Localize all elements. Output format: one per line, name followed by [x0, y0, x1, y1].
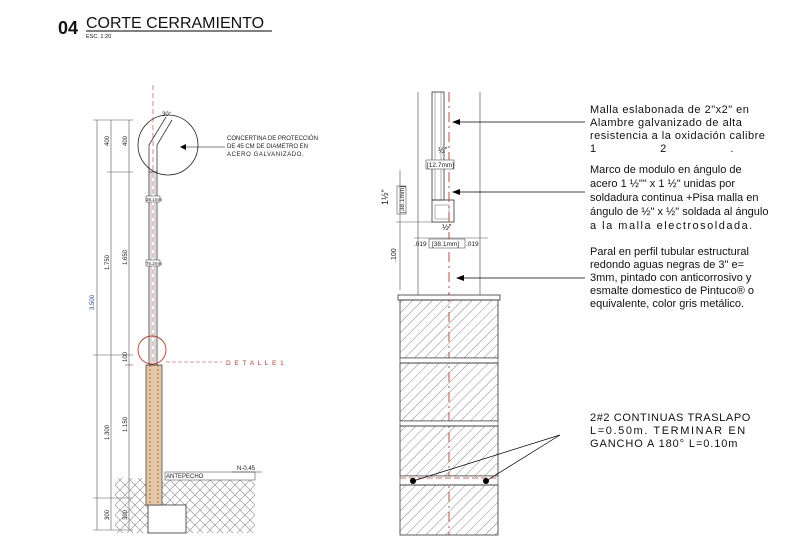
scale-label: ESC. 1:20: [86, 34, 112, 40]
total-height: 3.500: [90, 294, 96, 310]
note-post-line-3: 3mm, pintado con anticorrosivo y: [590, 272, 752, 284]
concertina-line-3: ACERO GALVANIZADO.: [227, 152, 305, 158]
dim-inner-2: 1.650: [123, 249, 129, 265]
note-frame: [590, 164, 768, 232]
note-post-line-1: Paral en perfil tubular estructural: [590, 246, 749, 258]
dim-12mm: [12.7mm]: [427, 162, 455, 169]
note-post-line-2: redondo aguas negras de 3" e=: [590, 259, 745, 271]
masonry-block-1: [400, 300, 498, 358]
note-post: [590, 246, 754, 310]
note-rebar-line-1: 2#2 CONTINUAS TRASLAPO: [590, 412, 751, 424]
note-frame-line-1: Marco de modulo en ángulo de: [590, 164, 742, 176]
note-frame-line-5: a la malla electrosoldada.: [590, 220, 754, 232]
dim-inner-3: 100: [123, 351, 129, 362]
dim-outer-3: 1.300: [105, 424, 111, 440]
dim-100: .100: [391, 248, 398, 262]
detail-circle: [138, 336, 166, 364]
note-mesh-line-3: resistencia a la oxidación calibre: [590, 130, 766, 142]
note-mesh: [590, 104, 765, 155]
concertina-line-2: DE 45 CM DE DIAMETRO EN: [227, 144, 309, 150]
dim-1-half: 1½": [380, 189, 390, 205]
note-mesh-line-4: 1 2 .: [590, 143, 734, 155]
masonry-block-2: [400, 363, 498, 421]
drawing-title: CORTE CERRAMIENTO: [86, 15, 265, 32]
dim-inner-4: 1.150: [123, 416, 129, 432]
note-frame-line-2: acero 1 ½"" x 1 ½" unidas por: [590, 178, 736, 190]
note-frame-line-3: soldadura continua +Pisa malla en: [590, 192, 759, 204]
right-detail: [380, 92, 585, 535]
dim-half-inch-2: ½": [442, 223, 452, 232]
concertina-circle: [138, 115, 198, 175]
dim-019-right: .019: [466, 241, 479, 248]
masonry-block-3: [400, 426, 498, 476]
detalle-label: D E T A L L E 1: [226, 360, 285, 367]
note-post-line-5: equivalente, color gris metálico.: [590, 298, 745, 310]
note-rebar-line-2: L=0.50m. TERMINAR EN: [590, 425, 747, 437]
post-label-2: 76.2mm: [146, 261, 163, 266]
dim-outer-2: 1.750: [105, 254, 111, 270]
note-rebar: [590, 412, 751, 450]
concertina-line-1: CONCERTINA DE PROTECCIÓN: [227, 136, 318, 142]
footing: [148, 505, 186, 533]
dim-38mm-vertical: [38.1mm]: [399, 185, 406, 213]
dim-38mm-horizontal: [38.1mm]: [432, 241, 460, 248]
level-label: N-0.45: [237, 466, 256, 472]
note-rebar-line-3: GANCHO A 180° L=0.10m: [590, 438, 739, 450]
dim-half-inch-1: ½": [438, 146, 448, 155]
note-frame-line-4: ángulo de ½" x ½" soldada al ángulo: [590, 206, 769, 218]
drawing-number: 04: [58, 18, 79, 38]
note-post-line-4: esmalte domestico de Pintuco® o: [590, 285, 755, 297]
note-mesh-line-1: Malla eslabonada de 2"x2" en: [590, 104, 750, 116]
dim-outer-1: 400: [105, 135, 111, 146]
note-mesh-line-2: Alambre galvanizado de alta: [590, 117, 743, 129]
masonry-block-4: [400, 485, 498, 535]
left-elevation: [90, 85, 318, 533]
antepecho-label: ANTEPECHO: [166, 474, 204, 480]
post-label-1: 38.1mm: [146, 197, 163, 202]
dim-019-left: .019: [414, 241, 427, 248]
dim-outer-4: 300: [105, 509, 111, 520]
dim-inner-1: 400: [123, 135, 129, 146]
masonry-column: [146, 365, 162, 505]
angle-label: 30°: [162, 112, 172, 118]
